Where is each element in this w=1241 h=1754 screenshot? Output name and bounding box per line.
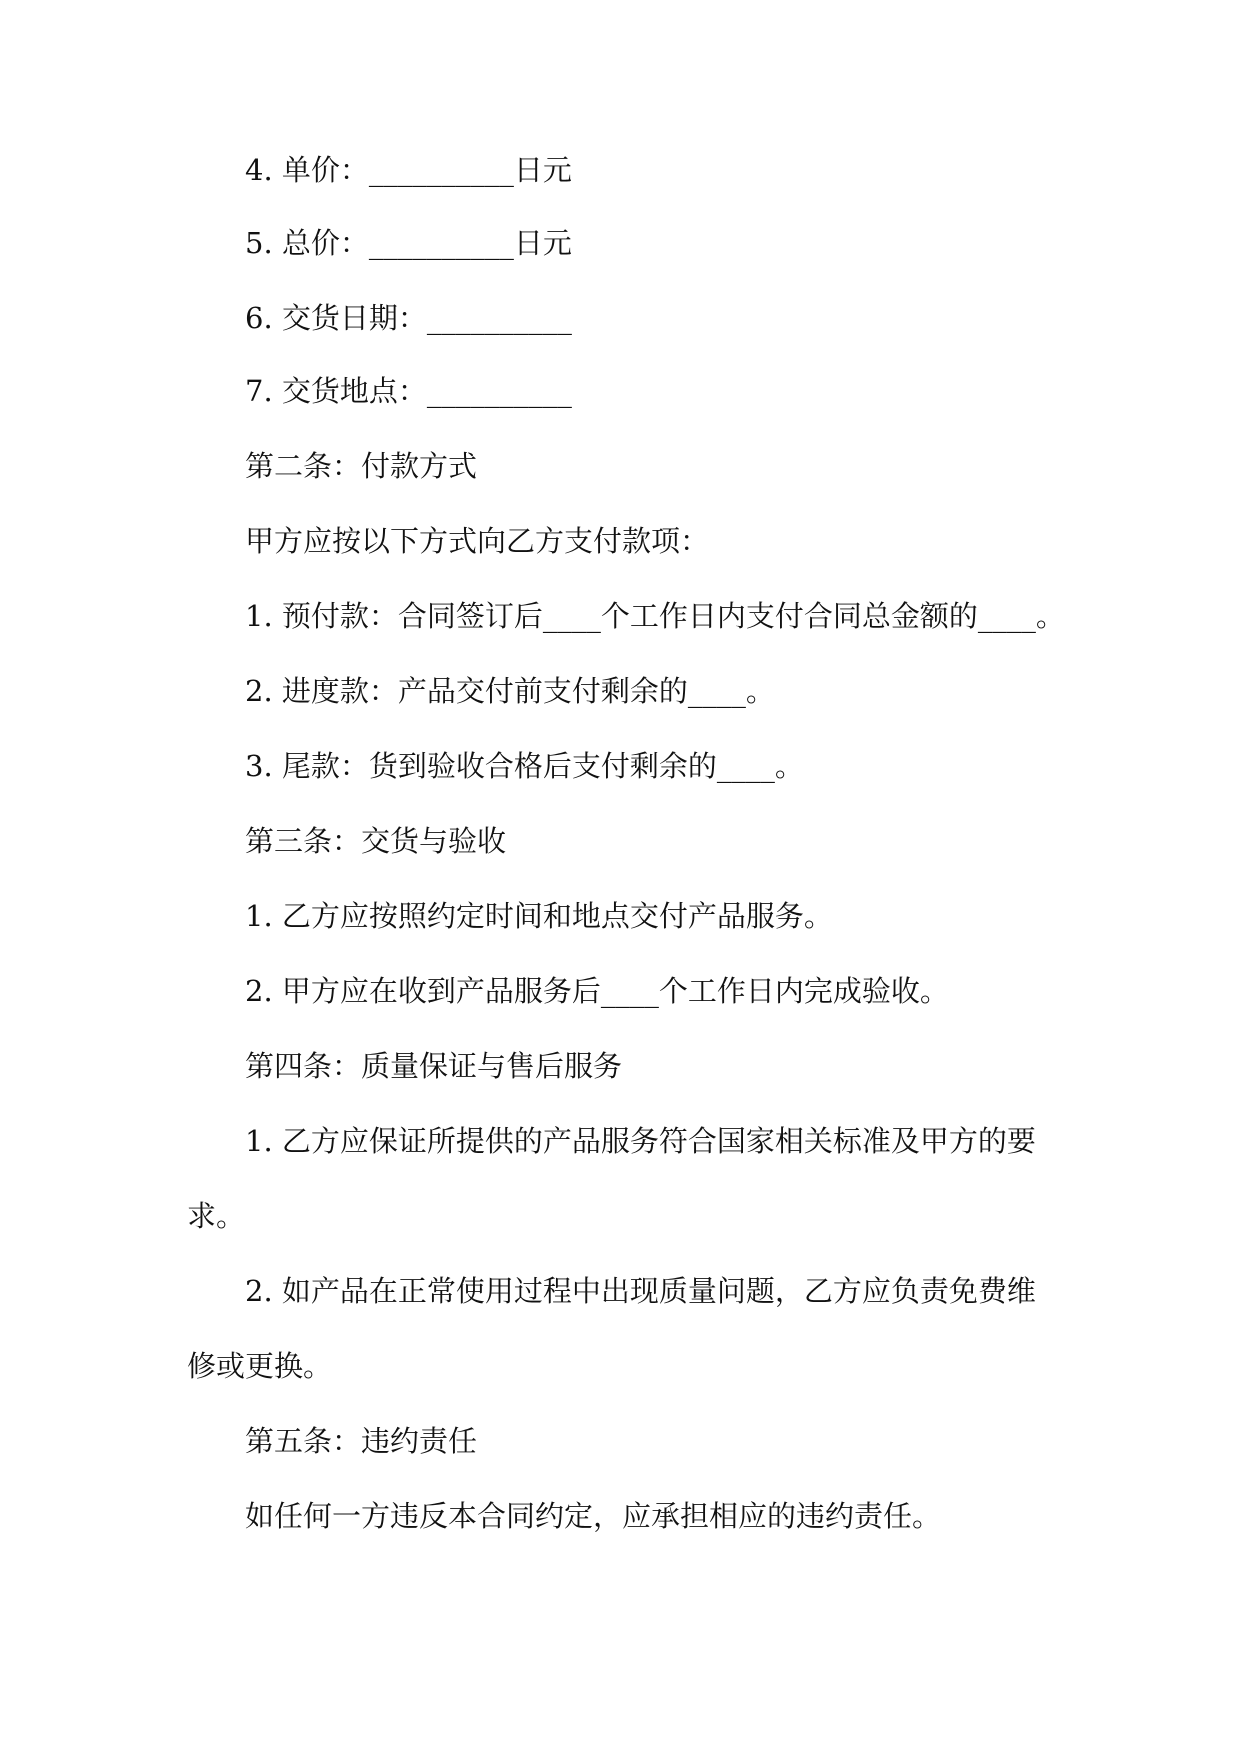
item-acceptance: 2. 甲方应在收到产品服务后____个工作日内完成验收。 bbox=[245, 974, 949, 1008]
item-delivery-location: 7. 交货地点：__________ bbox=[245, 374, 572, 408]
paragraph-payment-intro: 甲方应按以下方式向乙方支付款项： bbox=[245, 524, 710, 558]
item-repair-replace-continued: 修或更换。 bbox=[187, 1349, 333, 1383]
section-heading-liability: 第五条：违约责任 bbox=[245, 1424, 478, 1458]
section-heading-delivery: 第三条：交货与验收 bbox=[245, 824, 507, 858]
item-delivery-date: 6. 交货日期：__________ bbox=[245, 301, 572, 335]
item-final-payment: 3. 尾款：货到验收合格后支付剩余的____。 bbox=[245, 749, 804, 783]
section-heading-payment: 第二条：付款方式 bbox=[245, 449, 478, 483]
section-heading-quality: 第四条：质量保证与售后服务 bbox=[245, 1049, 623, 1083]
paragraph-liability: 如任何一方违反本合同约定，应承担相应的违约责任。 bbox=[245, 1499, 942, 1533]
item-prepayment: 1. 预付款：合同签订后____个工作日内支付合同总金额的____。 bbox=[245, 599, 1065, 633]
item-progress-payment: 2. 进度款：产品交付前支付剩余的____。 bbox=[245, 674, 775, 708]
item-unit-price: 4. 单价：__________日元 bbox=[245, 153, 572, 187]
item-quality-standard-continued: 求。 bbox=[187, 1199, 246, 1233]
item-repair-replace: 2. 如产品在正常使用过程中出现质量问题，乙方应负责免费维 bbox=[245, 1274, 1036, 1308]
item-quality-standard: 1. 乙方应保证所提供的产品服务符合国家相关标准及甲方的要 bbox=[245, 1124, 1036, 1158]
item-total-price: 5. 总价：__________日元 bbox=[245, 226, 572, 260]
item-delivery-duty: 1. 乙方应按照约定时间和地点交付产品服务。 bbox=[245, 899, 833, 933]
